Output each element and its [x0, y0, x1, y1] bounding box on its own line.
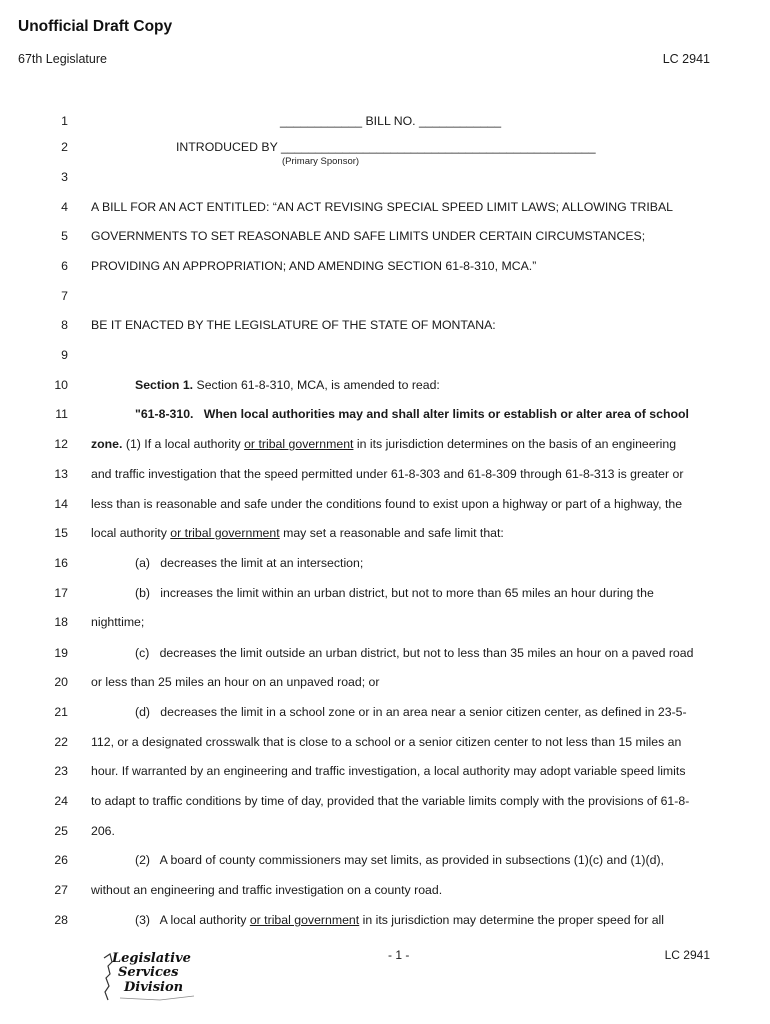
- line-number: 2: [61, 140, 68, 154]
- line-number: 16: [54, 556, 68, 570]
- line-number: 24: [54, 794, 68, 808]
- line-23: [40, 761, 710, 781]
- line-25: [40, 821, 710, 841]
- line-number: 21: [54, 705, 68, 719]
- line-number: 22: [54, 735, 68, 749]
- line-10: [40, 375, 710, 395]
- line-number: 20: [54, 675, 68, 689]
- line-16: [40, 553, 710, 573]
- section-text: Section 61-8-310, MCA, is amended to read:: [193, 378, 440, 392]
- line-1: [40, 111, 710, 131]
- amendment-insertion: or tribal government: [170, 526, 280, 540]
- line-number: 9: [61, 348, 68, 362]
- bill-no: ____________ BILL NO. ____________: [280, 114, 502, 128]
- line-17: [40, 583, 710, 603]
- section-label: Section 1.: [135, 378, 194, 392]
- line-28: [40, 910, 710, 930]
- line-12: [40, 434, 710, 454]
- line-8: [40, 315, 710, 335]
- line-number: 11: [55, 407, 68, 421]
- line-number: 8: [61, 318, 68, 332]
- bill-title-line: GOVERNMENTS TO SET REASONABLE AND SAFE LIMITS UNDER CERTAIN CIRCUMSTANCES;: [91, 229, 646, 243]
- text-segment: in its jurisdiction may determine the proper speed for all: [359, 913, 665, 927]
- line-number: 26: [54, 853, 68, 867]
- line-number: 15: [54, 526, 68, 540]
- statute-text: to adapt to traffic conditions by time of day, provided that the variable limits comply with the provisions of 61-8-: [91, 794, 690, 808]
- statute-text: hour. If warranted by an engineering and traffic investigation, a local authority may adopt variable speed limits: [91, 764, 686, 778]
- line-6: [40, 256, 710, 276]
- line-number: 19: [54, 646, 68, 660]
- line-22: [40, 732, 710, 752]
- lc-number-header: LC 2941: [662, 52, 710, 66]
- statute-text: less than is reasonable and safe under the conditions found to exist upon a highway or part of a highway, the: [91, 497, 683, 511]
- section-heading: [91, 375, 710, 395]
- line-number: 17: [54, 586, 68, 600]
- lc-number-footer: LC 2941: [664, 948, 710, 962]
- subsection-c: (c) decreases the limit outside an urban district, but not to less than 35 miles an hour on a paved road: [135, 646, 694, 660]
- statute-text: [91, 434, 710, 454]
- statute-text: 112, or a designated crosswalk that is close to a school or a senior citizen center to not less than 15 miles an: [91, 735, 682, 749]
- line-18: [40, 612, 710, 632]
- statute-text: [91, 523, 710, 543]
- line-7: [40, 286, 710, 306]
- line-13: [40, 464, 710, 484]
- text-segment: in its jurisdiction determines on the basis of an engineering: [353, 437, 677, 451]
- text-segment: may set a reasonable and safe limit that:: [279, 526, 504, 540]
- logo-text-division: Division: [124, 980, 184, 995]
- subsection-2: (2) A board of county commissioners may set limits, as provided in subsections (1)(c) and (1)(d),: [135, 853, 664, 867]
- logo-text-legislative: Legislative: [112, 951, 191, 966]
- heading-end: zone.: [91, 437, 123, 451]
- line-number: 23: [54, 764, 68, 778]
- line-26: [40, 850, 710, 870]
- line-number: 7: [61, 289, 68, 303]
- line-3: [40, 167, 710, 187]
- introduced-by: INTRODUCED BY ______________________________________________: [176, 140, 596, 154]
- line-number: 27: [54, 883, 68, 897]
- line-24: [40, 791, 710, 811]
- line-2: [40, 137, 710, 157]
- subsection-3: [91, 910, 710, 930]
- line-number: 10: [54, 378, 68, 392]
- line-number: 1: [61, 114, 68, 128]
- statute-text: 206.: [91, 824, 115, 838]
- statute-text: and traffic investigation that the speed permitted under 61-8-303 and 61-8-309 through 61-8-313 is greater or: [91, 467, 684, 481]
- enacting-clause: BE IT ENACTED BY THE LEGISLATURE OF THE STATE OF MONTANA:: [91, 318, 496, 332]
- logo-text-services: Services: [118, 965, 179, 980]
- statute-heading: "61-8-310. When local authorities may and shall alter limits or establish or alter area of school: [135, 407, 689, 421]
- statute-text: or less than 25 miles an hour on an unpaved road; or: [91, 675, 380, 689]
- line-9: [40, 345, 710, 365]
- page-number: - 1 -: [388, 948, 410, 962]
- line-19: [40, 643, 710, 663]
- primary-sponsor-note: (Primary Sponsor): [282, 156, 360, 167]
- line-11: [40, 404, 710, 424]
- subsection-b: (b) increases the limit within an urban district, but not to more than 65 miles an hour during the: [135, 586, 654, 600]
- line-4: [40, 197, 710, 217]
- line-27: [40, 880, 710, 900]
- text-segment: local authority: [91, 526, 171, 540]
- line-number: 12: [54, 437, 68, 451]
- statute-text: nighttime;: [91, 615, 145, 629]
- bill-title-line: A BILL FOR AN ACT ENTITLED: “AN ACT REVISING SPECIAL SPEED LIMIT LAWS; ALLOWING TRIBAL: [91, 200, 673, 214]
- line-number: 5: [61, 229, 68, 243]
- line-number: 4: [61, 200, 68, 214]
- line-5: [40, 226, 710, 246]
- line-number: 3: [61, 170, 68, 184]
- statute-text: without an engineering and traffic investigation on a county road.: [91, 883, 443, 897]
- line-15: [40, 523, 710, 543]
- subsection-d: (d) decreases the limit in a school zone or in an area near a senior citizen center, as defined in 23-5-: [135, 705, 687, 719]
- legislative-services-division-logo: [100, 952, 200, 1004]
- line-number: 13: [54, 467, 68, 481]
- line-number: 14: [54, 497, 68, 511]
- line-21: [40, 702, 710, 722]
- subsection-a: (a) decreases the limit at an intersection;: [135, 556, 364, 570]
- text-segment: (3) A local authority: [135, 913, 250, 927]
- line-number: 28: [54, 913, 68, 927]
- line-20: [40, 672, 710, 692]
- line-14: [40, 494, 710, 514]
- text-segment: (1) If a local authority: [122, 437, 245, 451]
- line-number: 18: [54, 615, 68, 629]
- header-title: Unofficial Draft Copy: [18, 18, 173, 35]
- amendment-insertion: or tribal government: [244, 437, 354, 451]
- bill-title-line: PROVIDING AN APPROPRIATION; AND AMENDING SECTION 61-8-310, MCA.”: [91, 259, 537, 273]
- amendment-insertion: or tribal government: [249, 913, 360, 927]
- line-number: 6: [61, 259, 68, 273]
- legislature-label: 67th Legislature: [18, 52, 107, 66]
- line-number: 25: [54, 824, 68, 838]
